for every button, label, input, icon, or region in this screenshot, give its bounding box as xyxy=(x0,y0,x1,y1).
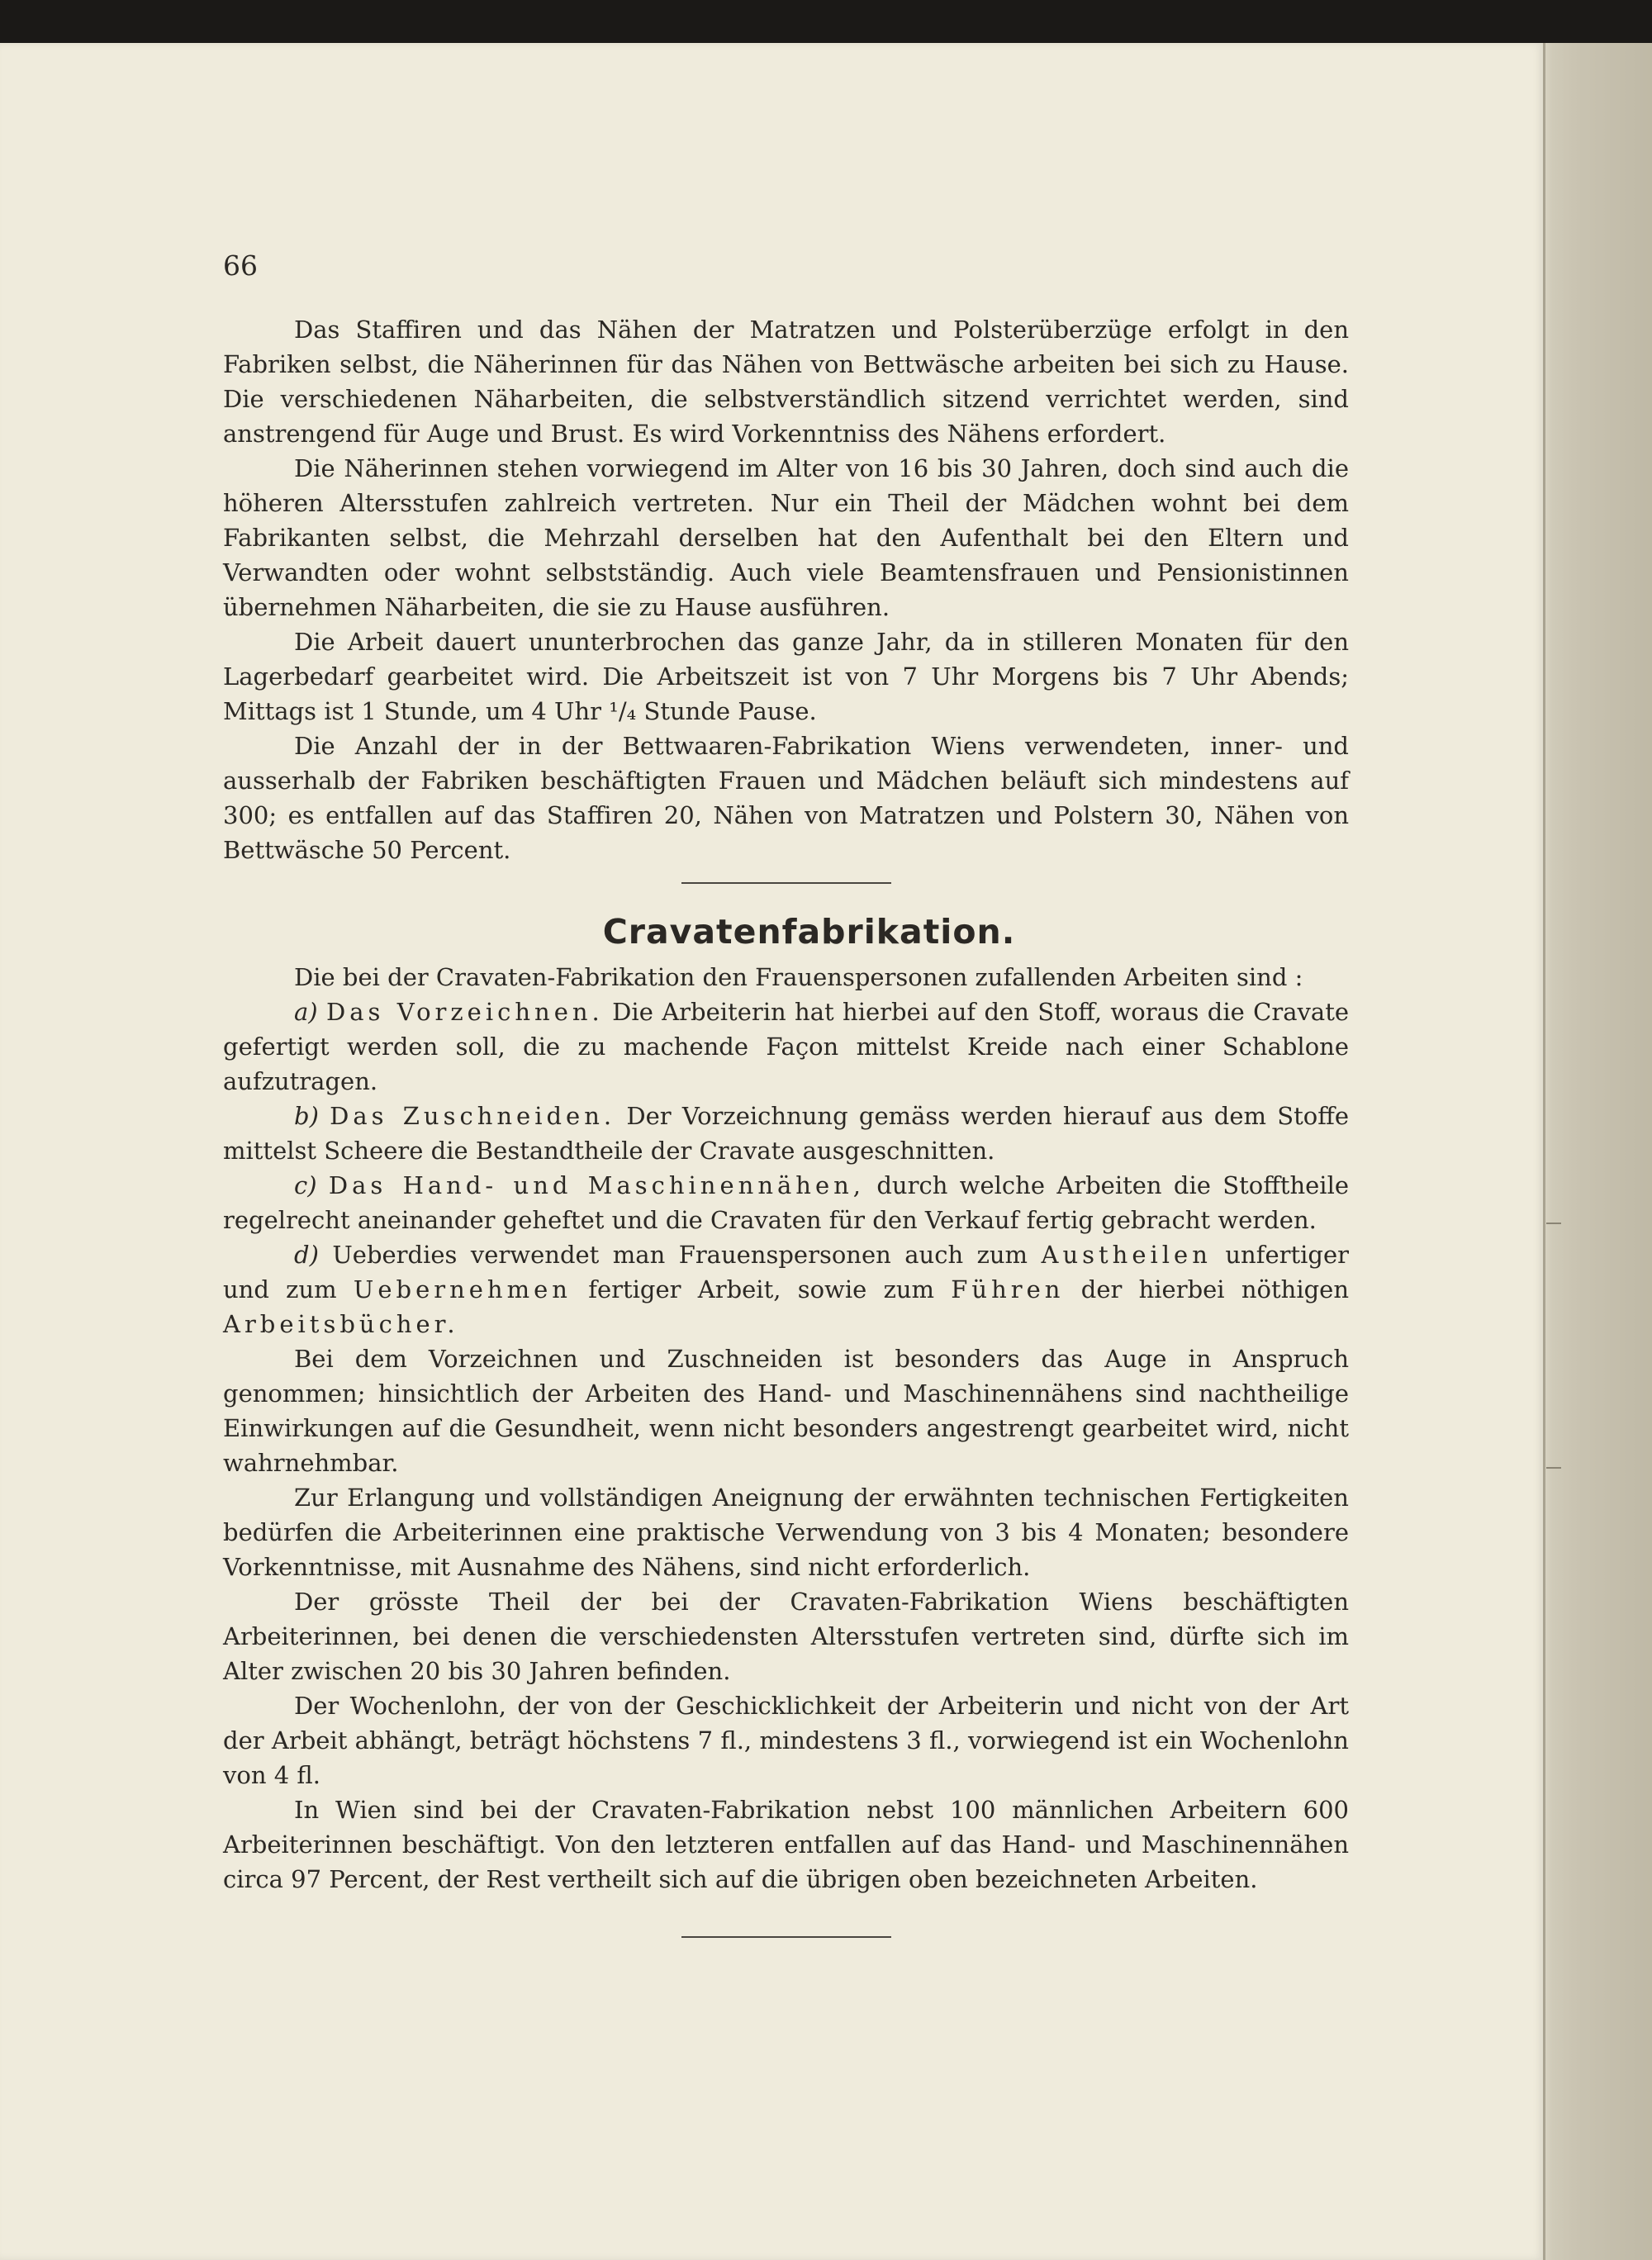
edge-mark xyxy=(1546,1467,1561,1469)
section-divider xyxy=(681,882,891,884)
item-term: Das Vorzeichnen. xyxy=(326,998,604,1026)
page-number: 66 xyxy=(223,249,258,282)
item-text: Ueberdies verwendet man Frauenspersonen auch zum xyxy=(332,1241,1028,1269)
item-text: durch welche Arbeiten die Stofftheile regelrecht aneinander geheftet und die Cravaten für den Verkauf fertig gebracht werden. xyxy=(223,1171,1350,1234)
intro-paragraph: Die bei der Cravaten-Fabrikation den Frauenspersonen zufallenden Arbeiten sind : xyxy=(294,963,1303,991)
paragraph: In Wien sind bei der Cravaten-Fabrikation nebst 100 männlichen Arbeitern 600 Arbeiterinnen beschäftigt. Von den letzteren entfallen auf das Hand- und Maschinennähen circa 97 Percent, der Rest vertheilt sich auf die übrigen oben bezeichneten Arbeiten. xyxy=(223,1796,1349,1893)
paragraph: Der grösste Theil der bei der Cravaten-Fabrikation Wiens beschäftigten Arbeiterinnen, bei denen die verschiedensten Altersstufen vertreten sind, dürfte sich im Alter zwischen 20 bis 30 Jahren befinden. xyxy=(223,1588,1349,1685)
section-heading: Cravatenfabrikation. xyxy=(602,912,1016,952)
item-marker: b) xyxy=(294,1102,319,1130)
list-item-b xyxy=(223,1099,1349,1168)
end-divider xyxy=(681,1936,891,1938)
paragraph: Zur Erlangung und vollständigen Aneignung der erwähnten technischen Fertigkeiten bedürfen die Arbeiterinnen eine praktische Verwendung von 3 bis 4 Monaten; besondere Vorkenntnisse, mit Ausnahme des Nähens, sind nicht erforderlich. xyxy=(223,1484,1349,1581)
item-text: der hierbei nöthigen xyxy=(1080,1275,1349,1303)
list-item-a xyxy=(223,995,1349,1099)
paragraph: Die Anzahl der in der Bettwaaren-Fabrikation Wiens verwendeten, inner- und ausserhalb der Fabriken beschäftigten Frauen und Mädchen beläuft sich mindestens auf 300; es entfallen auf das Staffiren 20, Nähen von Matratzen und Polstern 30, Nähen von Bettwäsche 50 Percent. xyxy=(223,732,1349,864)
item-term: Austheilen xyxy=(1041,1241,1212,1269)
item-text: fertiger Arbeit, sowie zum xyxy=(588,1275,935,1303)
page-fold-line xyxy=(1543,43,1545,2260)
page-body xyxy=(223,312,1349,1938)
item-marker: d) xyxy=(294,1241,319,1269)
item-text: Die Arbeiterin hat hierbei auf den Stoff, woraus die Cravate gefertigt werden soll, die zu machende Façon mittelst Kreide nach einer Schablone aufzutragen. xyxy=(223,998,1350,1095)
item-marker: a) xyxy=(294,998,318,1026)
list-item-d xyxy=(223,1237,1349,1341)
page-edge xyxy=(1545,43,1652,2260)
edge-mark xyxy=(1546,1223,1561,1224)
paragraph: Bei dem Vorzeichnen und Zuschneiden ist besonders das Auge in Anspruch genommen; hinsichtlich der Arbeiten des Hand- und Maschinennähens sind nachtheilige Einwirkungen auf die Gesundheit, wenn nicht besonders angestrengt gearbeitet wird, nicht wahrnehmbar. xyxy=(223,1345,1349,1477)
item-term: Das Hand- und Maschinennähen, xyxy=(328,1171,866,1199)
paragraph: Das Staffiren und das Nähen der Matratzen und Polsterüberzüge erfolgt in den Fabriken selbst, die Näherinnen für das Nähen von Bettwäsche arbeiten bei sich zu Hause. Die verschiedenen Näharbeiten, die selbstverständlich sitzend verrichtet werden, sind anstrengend für Auge und Brust. Es wird Vorkenntniss des Nähens erfordert. xyxy=(223,316,1349,448)
scan-background xyxy=(0,0,1652,48)
paragraph: Die Näherinnen stehen vorwiegend im Alter von 16 bis 30 Jahren, doch sind auch die höheren Altersstufen zahlreich vertreten. Nur ein Theil der Mädchen wohnt bei dem Fabrikanten selbst, die Mehrzahl derselben hat den Aufenthalt bei den Eltern und Verwandten oder wohnt selbstständig. Auch viele Beamtensfrauen und Pensionistinnen übernehmen Näharbeiten, die sie zu Hause ausführen. xyxy=(223,454,1349,621)
paragraph: Der Wochenlohn, der von der Geschicklichkeit der Arbeiterin und nicht von der Art der Arbeit abhängt, beträgt höchstens 7 fl., mindestens 3 fl., vorwiegend ist ein Wochenlohn von 4 fl. xyxy=(223,1692,1349,1789)
paragraph: Die Arbeit dauert ununterbrochen das ganze Jahr, da in stilleren Monaten für den Lagerbedarf gearbeitet wird. Die Arbeitszeit ist von 7 Uhr Morgens bis 7 Uhr Abends; Mittags ist 1 Stunde, um 4 Uhr ¹/₄ Stunde Pause. xyxy=(223,628,1349,725)
item-term: Arbeitsbücher. xyxy=(223,1310,459,1338)
item-term: Führen xyxy=(951,1275,1065,1303)
item-text: unfertiger und zum xyxy=(223,1241,1349,1303)
item-marker: c) xyxy=(294,1171,317,1199)
list-item-c xyxy=(223,1168,1349,1237)
item-term: Das Zuschneiden. xyxy=(330,1102,616,1130)
item-text: Der Vorzeichnung gemäss werden hierauf aus dem Stoffe mittelst Scheere die Bestandtheile der Cravate ausgeschnitten. xyxy=(223,1102,1349,1165)
item-term: Uebernehmen xyxy=(353,1275,572,1303)
